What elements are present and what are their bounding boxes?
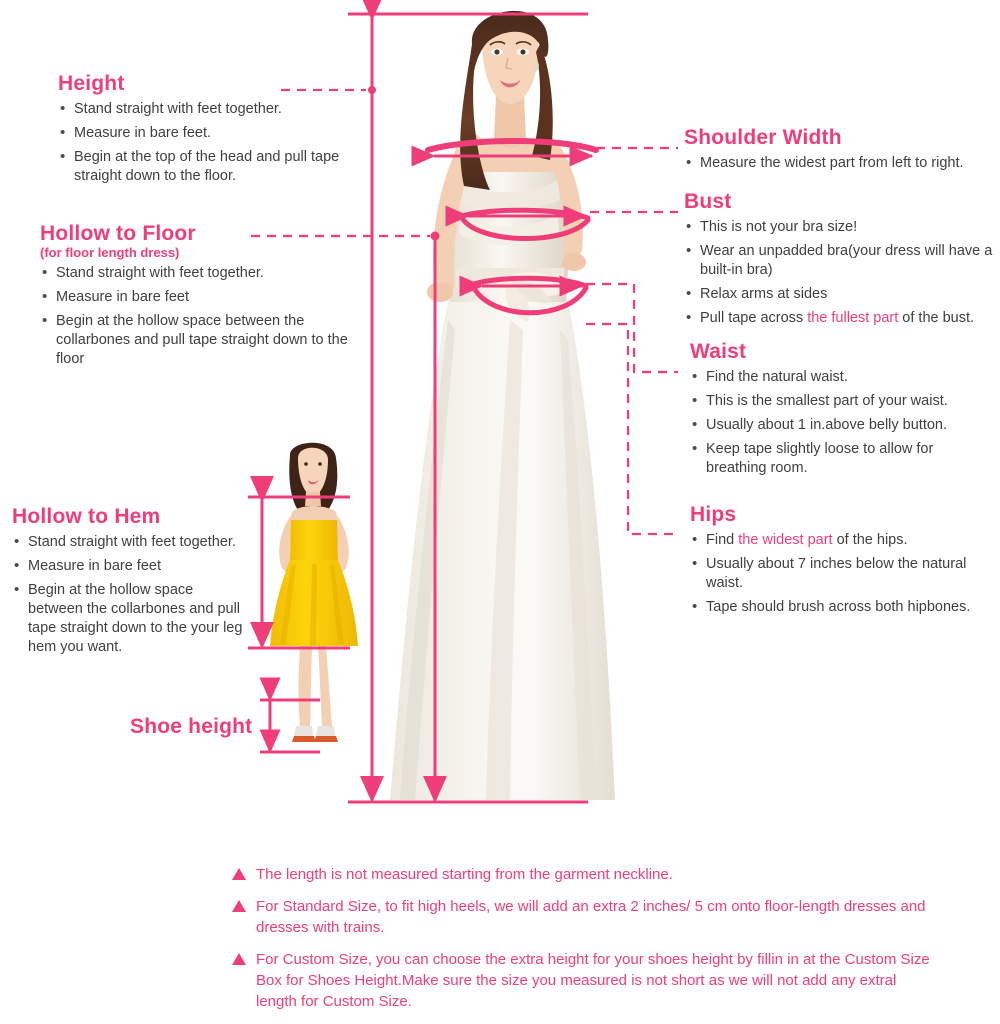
section-hollow-to-floor-bullets	[40, 264, 360, 369]
list-item: • Measure in bare feet	[12, 557, 252, 576]
list-item-highlight	[684, 309, 1000, 328]
section-waist	[690, 340, 990, 483]
hips-highlight-after: of the hips.	[832, 532, 908, 548]
section-hollow-to-floor-subtitle: (for floor length dress)	[40, 245, 180, 260]
section-waist-bullets	[690, 368, 990, 478]
list-item: • This is the smallest part of your waist.	[690, 392, 990, 411]
list-item: • Begin at the hollow space between the collarbones and pull tape straight down to the your leg hem you want.	[12, 581, 252, 657]
hips-highlight-text: the widest part	[738, 532, 833, 548]
note-text: For Standard Size, to fit high heels, we will add an extra 2 inches/ 5 cm onto floor-length dresses and dresses with trains.	[256, 898, 926, 936]
section-height-bullets	[58, 100, 358, 186]
list-item: • Stand straight with feet together.	[40, 264, 360, 283]
list-item: • Stand straight with feet together.	[12, 533, 252, 552]
section-waist-title: Waist	[690, 340, 747, 363]
note-item	[232, 864, 932, 885]
list-item: • Usually about 7 inches below the natural waist.	[690, 555, 990, 593]
note-text: The length is not measured starting from the garment neckline.	[256, 866, 673, 883]
section-hollow-to-floor	[40, 222, 360, 374]
section-shoe-height	[130, 715, 290, 739]
list-item-highlight	[690, 531, 990, 550]
section-shoulder-width	[684, 126, 1000, 178]
list-item: • Wear an unpadded bra(your dress will have a built-in bra)	[684, 242, 1000, 280]
hips-highlight-before: Find	[706, 532, 739, 548]
section-hips-title: Hips	[690, 503, 737, 526]
warning-triangle-icon	[232, 953, 246, 965]
list-item: • Measure in bare feet.	[58, 124, 358, 143]
section-hollow-to-hem	[12, 505, 252, 662]
note-item	[232, 949, 932, 1012]
list-item: • Relax arms at sides	[684, 285, 1000, 304]
bust-highlight-text: the fullest part	[807, 310, 899, 326]
list-item: • Find the natural waist.	[690, 368, 990, 387]
bust-highlight-after: of the bust.	[898, 310, 975, 326]
section-hips-bullets	[690, 531, 990, 617]
section-shoulder-width-bullets	[684, 154, 1000, 173]
note-text: For Custom Size, you can choose the extra height for your shoes height by fillin in at the Custom Size Box for Shoes Height.Make sure the size you measured is not short as we will not add any extral length for Custom Size.	[256, 951, 930, 1010]
list-item: • Begin at the top of the head and pull tape straight down to the floor.	[58, 148, 358, 186]
section-height	[58, 72, 358, 191]
list-item: • This is not your bra size!	[684, 218, 1000, 237]
list-item: • Tape should brush across both hipbones.	[690, 598, 990, 617]
note-item	[232, 896, 932, 938]
section-hollow-to-floor-title: Hollow to Floor	[40, 222, 196, 245]
list-item: • Measure the widest part from left to right.	[684, 154, 1000, 173]
warning-triangle-icon	[232, 900, 246, 912]
section-shoulder-width-title: Shoulder Width	[684, 126, 842, 149]
list-item: • Keep tape slightly loose to allow for breathing room.	[690, 440, 990, 478]
section-bust-bullets	[684, 218, 1000, 328]
list-item: • Stand straight with feet together.	[58, 100, 358, 119]
section-bust-title: Bust	[684, 190, 732, 213]
bust-highlight-before: Pull tape across	[700, 310, 808, 326]
section-shoe-height-title: Shoe height	[130, 715, 253, 738]
list-item: • Usually about 1 in.above belly button.	[690, 416, 990, 435]
section-height-title: Height	[58, 72, 125, 95]
footer-notes	[232, 864, 932, 1023]
section-hollow-to-hem-title: Hollow to Hem	[12, 505, 161, 528]
list-item: • Begin at the hollow space between the collarbones and pull tape straight down to the floor	[40, 312, 360, 369]
warning-triangle-icon	[232, 868, 246, 880]
list-item: • Measure in bare feet	[40, 288, 360, 307]
section-bust	[684, 190, 1000, 333]
section-hollow-to-hem-bullets	[12, 533, 252, 657]
section-hips	[690, 503, 990, 622]
